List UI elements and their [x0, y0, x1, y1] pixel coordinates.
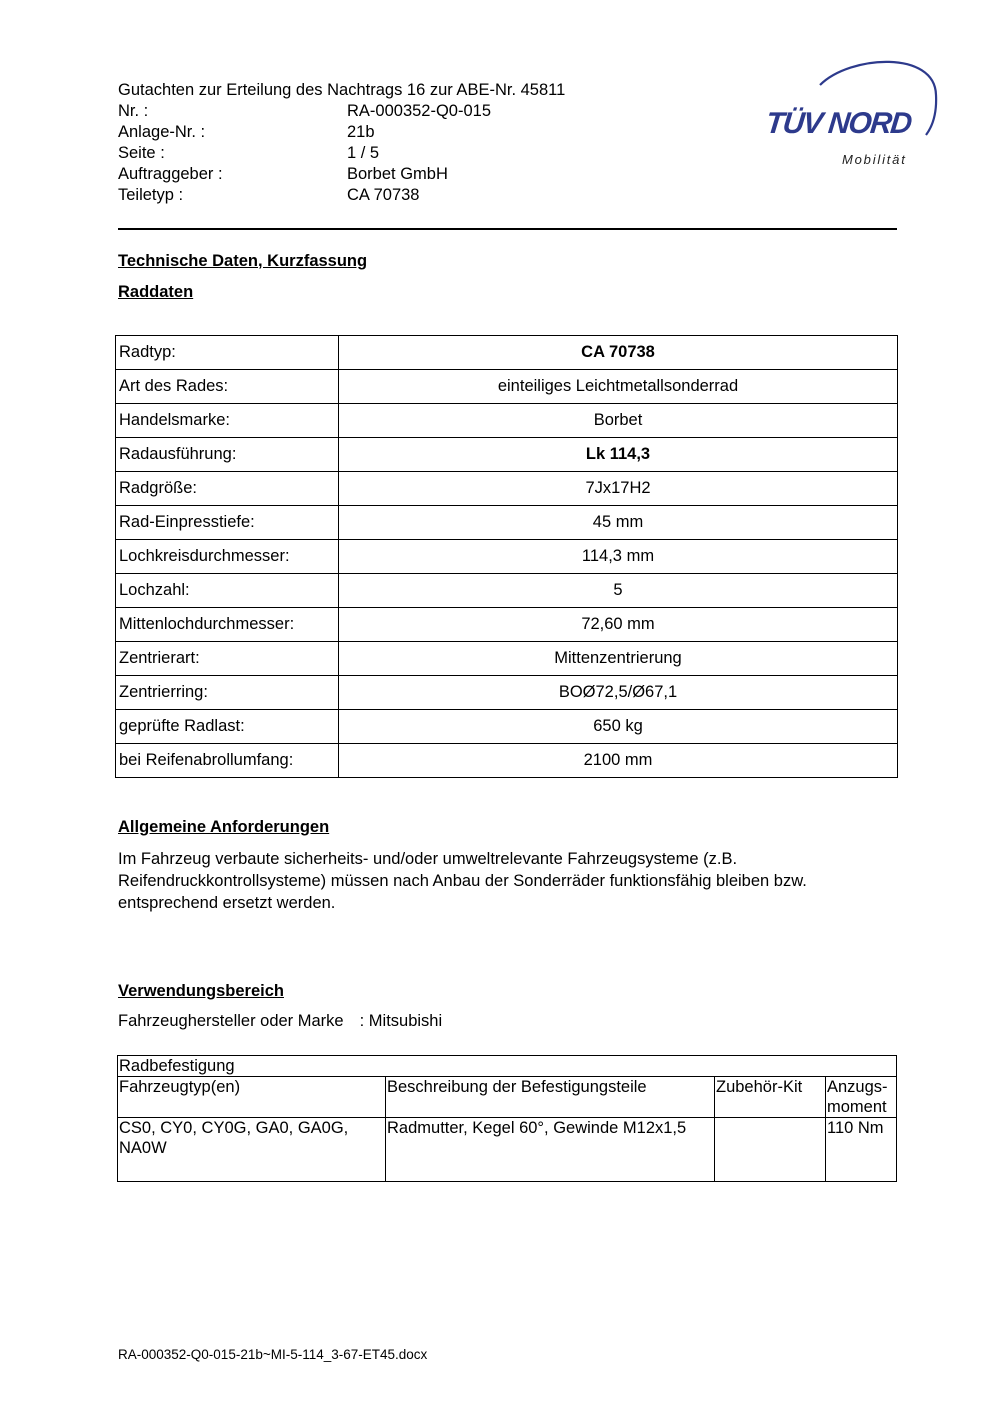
marke-value: Mitsubishi: [368, 1012, 443, 1030]
column-header: Zubehör-Kit: [715, 1077, 826, 1118]
raddaten-value: Mittenzentrierung: [339, 642, 898, 676]
logo-subtitle: Mobilität: [842, 152, 907, 167]
anforderungen-paragraph: [118, 848, 903, 914]
column-header: Anzugs-moment: [826, 1077, 897, 1118]
paragraph-line: entsprechend ersetzt werden.: [118, 894, 336, 912]
raddaten-label: Lochzahl:: [116, 574, 339, 608]
header-value: RA-000352-Q0-015: [347, 102, 492, 120]
raddaten-value: Borbet: [339, 404, 898, 438]
marke-separator: :: [359, 1012, 365, 1030]
marke-label: Fahrzeughersteller oder Marke: [118, 1012, 344, 1030]
header-row-nr: [118, 101, 565, 122]
header-label: Seite :: [118, 144, 165, 162]
table-cell: CS0, CY0, CY0G, GA0, GA0G, NA0W: [118, 1118, 386, 1182]
raddaten-value: CA 70738: [339, 336, 898, 370]
table-row: [116, 370, 898, 404]
column-header: Beschreibung der Befestigungsteile: [386, 1077, 715, 1118]
header-value: CA 70738: [347, 186, 420, 204]
logo-wordmark: TÜV NORD: [764, 107, 913, 140]
header-divider: [118, 228, 897, 230]
table-row: [116, 404, 898, 438]
table-row: [116, 608, 898, 642]
raddaten-label: Radtyp:: [116, 336, 339, 370]
table-row: [116, 472, 898, 506]
header-row-anlage: [118, 122, 565, 143]
table-row: [116, 336, 898, 370]
header-label: Teiletyp :: [118, 186, 184, 204]
raddaten-label: Mittenlochdurchmesser:: [116, 608, 339, 642]
paragraph-line: Reifendruckkontrollsysteme) müssen nach Anbau der Sonderräder funktionsfähig bleiben bzw.: [118, 872, 807, 890]
header-label: Auftraggeber :: [118, 165, 223, 183]
table-row: [116, 506, 898, 540]
table-row: [116, 676, 898, 710]
raddaten-label: geprüfte Radlast:: [116, 710, 339, 744]
raddaten-value: 650 kg: [339, 710, 898, 744]
table-row: [116, 710, 898, 744]
footer-filename: RA-000352-Q0-015-21b~MI-5-114_3-67-ET45.docx: [118, 1347, 428, 1362]
table-cell: 110 Nm: [826, 1118, 897, 1182]
raddaten-label: Zentrierart:: [116, 642, 339, 676]
header-row-auftraggeber: [118, 164, 565, 185]
table-caption: Radbefestigung: [118, 1056, 897, 1077]
header-label: Anlage-Nr. :: [118, 123, 206, 141]
section-heading-allgemeine: Allgemeine Anforderungen: [118, 818, 330, 836]
raddaten-value: 7Jx17H2: [339, 472, 898, 506]
section-heading-technische: Technische Daten, Kurzfassung: [118, 252, 368, 270]
raddaten-value: 2100 mm: [339, 744, 898, 778]
header-row-seite: [118, 143, 565, 164]
fahrzeughersteller-line: [118, 1012, 442, 1031]
raddaten-label: Handelsmarke:: [116, 404, 339, 438]
paragraph-line: Im Fahrzeug verbaute sicherheits- und/oder umweltrelevante Fahrzeugsysteme (z.B.: [118, 850, 738, 868]
header-row-teiletyp: [118, 185, 565, 206]
raddaten-label: Lochkreisdurchmesser:: [116, 540, 339, 574]
table-row: [116, 744, 898, 778]
column-header: Fahrzeugtyp(en): [118, 1077, 386, 1118]
radbefestigung-table: [117, 1055, 897, 1182]
raddaten-label: Radausführung:: [116, 438, 339, 472]
raddaten-label: Radgröße:: [116, 472, 339, 506]
table-row: [116, 540, 898, 574]
raddaten-value: BOØ72,5/Ø67,1: [339, 676, 898, 710]
raddaten-label: Rad-Einpresstiefe:: [116, 506, 339, 540]
document-header: [118, 80, 565, 206]
raddaten-value: 114,3 mm: [339, 540, 898, 574]
raddaten-label: Art des Rades:: [116, 370, 339, 404]
header-value: Borbet GmbH: [347, 165, 448, 183]
table-row: [116, 574, 898, 608]
table-cell: [715, 1118, 826, 1182]
header-value: 21b: [347, 123, 375, 141]
section-heading-raddaten: Raddaten: [118, 283, 194, 301]
table-row: [118, 1118, 897, 1182]
raddaten-value: einteiliges Leichtmetallsonderrad: [339, 370, 898, 404]
document-title: Gutachten zur Erteilung des Nachtrags 16 zur ABE-Nr. 45811: [118, 81, 566, 99]
raddaten-label: Zentrierring:: [116, 676, 339, 710]
raddaten-label: bei Reifenabrollumfang:: [116, 744, 339, 778]
raddaten-value: Lk 114,3: [339, 438, 898, 472]
tuev-nord-logo: [760, 55, 945, 175]
raddaten-value: 45 mm: [339, 506, 898, 540]
raddaten-value: 5: [339, 574, 898, 608]
section-heading-verwendung: Verwendungsbereich: [118, 982, 284, 1000]
table-cell: Radmutter, Kegel 60°, Gewinde M12x1,5: [386, 1118, 715, 1182]
header-value: 1 / 5: [347, 144, 380, 162]
raddaten-value: 72,60 mm: [339, 608, 898, 642]
table-row: [116, 438, 898, 472]
table-row: [116, 642, 898, 676]
header-label: Nr. :: [118, 102, 149, 120]
raddaten-table: [115, 335, 898, 778]
